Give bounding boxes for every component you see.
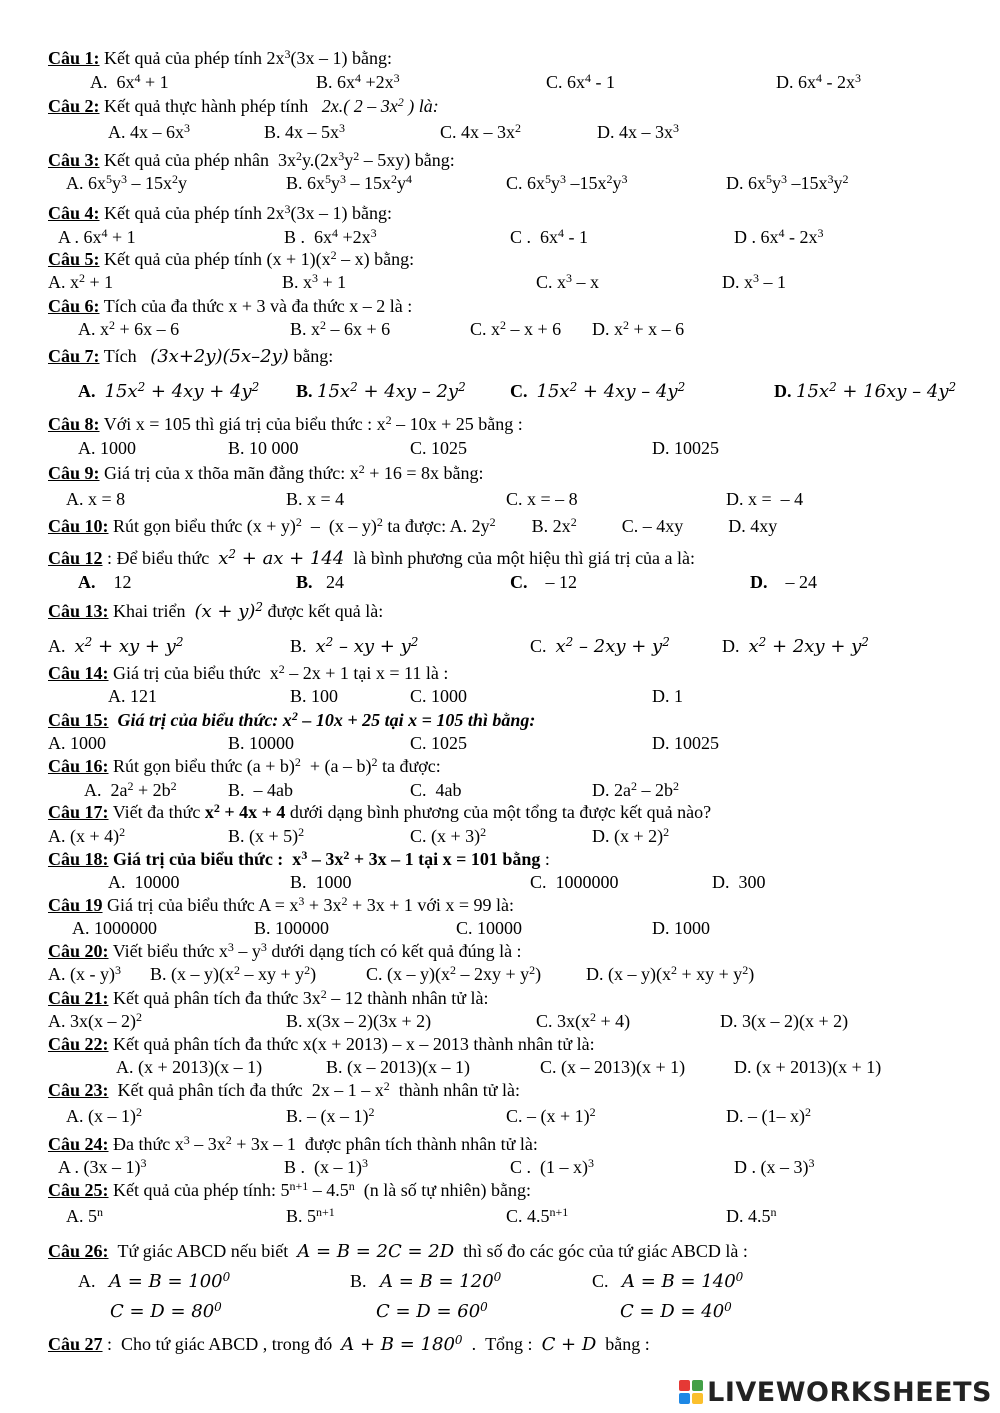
answer-row [0, 318, 980, 340]
answer-option: $C = D = 80^0$ [110, 1300, 222, 1322]
question-text: Với x = 105 thì giá trị của biểu thức : $x^2 - 10x + 25$ bằng : [99, 413, 523, 434]
question-label: Câu 25: [48, 1180, 109, 1200]
answer-row [0, 779, 980, 801]
question-text: Giá trị của biểu thức: $x^2 - 10x + 25$ tại x = 105 thì bằng: [117, 709, 536, 730]
answer-row [0, 172, 980, 194]
question-text: Tích (3x+2y)(5x–2y) bằng: [99, 346, 334, 367]
answer-row [0, 1300, 980, 1322]
answer-option: C. $(x + 3)^2$ [410, 825, 487, 846]
answer-option: D. $4x - 3x^3$ [597, 121, 679, 142]
question-label: Câu 13: [48, 601, 109, 621]
answer-row [0, 488, 980, 510]
answer-option: A. (x - y)$^3$ [48, 963, 121, 984]
answer-row [0, 437, 980, 459]
question-text: Tứ giác ABCD nếu biết A = B = 2C = 2D thì số đo các góc của tứ giác ABCD là : [108, 1241, 748, 1262]
answer-option: A. $15x^2 + 4xy + 4y^2$ [78, 380, 260, 402]
question-q23 [48, 1079, 980, 1101]
question-q14 [48, 662, 980, 684]
answer-option: C. $4x - 3x^2$ [440, 121, 522, 142]
answer-option: A. 1000 [78, 438, 136, 458]
question-label: Câu 10: [48, 516, 109, 536]
answer-option: B. $x^2 - 6x + 6$ [290, 318, 391, 339]
answer-option: B. $6x^5y^3 - 15x^2y^4$ [286, 172, 413, 193]
question-q6 [48, 295, 980, 317]
answer-row [0, 1105, 980, 1127]
answer-option: D. $(x + 2)^2$ [592, 825, 670, 846]
answer-option: B. $6x^4 +2x^3$ [316, 71, 400, 92]
answer-option: B. $(x + 5)^2$ [228, 825, 305, 846]
answer-option: C. $x^3$ – x [536, 271, 600, 292]
answer-row [0, 71, 980, 93]
question-label: Câu 9: [48, 463, 100, 483]
question-text: Kết quả của phép tính $2x^3(3x - 1)$ bằng: [99, 202, 392, 223]
question-label: Câu 21: [48, 988, 109, 1008]
answer-option: A. $6x^4 + 1$ [90, 71, 169, 92]
answer-row [0, 917, 980, 939]
answer-option: D. $2a^2 - 2b^2$ [592, 779, 679, 800]
answer-option: C. 1025 [410, 733, 468, 753]
answer-option: A. $x^2$ + xy + $y^2$ [48, 635, 184, 657]
question-q3 [48, 149, 980, 171]
answer-option: B. $(x - y)(x^2$ – xy + $y^2$) [150, 963, 317, 984]
question-q13 [48, 600, 980, 623]
question-q2 [48, 95, 980, 117]
answer-option: C. 1000 [410, 686, 468, 706]
answer-option: A. 1000000 [72, 918, 157, 938]
answer-option: D. 300 [712, 872, 766, 892]
answer-option: B. – 4ab [228, 780, 293, 800]
question-label: Câu 20: [48, 941, 109, 961]
answer-option: C. $3x(x^2 + 4)$ [536, 1010, 631, 1031]
answer-row [0, 271, 980, 293]
logo-mark-icon [679, 1380, 703, 1404]
question-q9 [48, 462, 980, 484]
answer-option: B. 100000 [254, 918, 330, 938]
answer-option: D. $6x^4 - 2x^3$ [776, 71, 861, 92]
answer-option: C. $A = B = 140^0$ [592, 1270, 744, 1292]
answer-option: A. $2a^2 + 2b^2$ [84, 779, 177, 800]
answer-option: $C = D = 60^0$ [376, 1300, 488, 1322]
question-text: Tích của đa thức x + 3 và đa thức x – 2 là : [99, 296, 413, 316]
answer-option: A. (x + 2013)(x – 1) [116, 1057, 263, 1077]
answer-option: A. 10000 [108, 872, 180, 892]
question-label: Câu 3: [48, 150, 100, 170]
answer-option: B. $x^2$ – xy + $y^2$ [290, 635, 419, 657]
question-label: Câu 14: [48, 663, 109, 683]
question-text: Rút gọn biểu thức $(a + b)^2 + (a - b)^2$ ta được: [108, 755, 441, 776]
question-q4 [48, 202, 980, 224]
answer-option: D. – (1– x)$^2$ [726, 1105, 811, 1126]
question-q1 [48, 47, 980, 69]
answer-option: A. (x – 1)$^2$ [66, 1105, 142, 1126]
answer-option: B. $15x^2 + 4xy - 2y^2$ [296, 380, 466, 402]
question-q24 [48, 1133, 980, 1155]
answer-option: D . (x – 3)$^3$ [734, 1156, 815, 1177]
logo-square-blue [679, 1393, 690, 1404]
answer-option: C. (x – 2013)(x + 1) [540, 1057, 686, 1077]
question-q25 [48, 1179, 980, 1201]
question-q12 [48, 547, 980, 570]
question-q26 [48, 1240, 980, 1263]
answer-option: B. $A = B = 120^0$ [350, 1270, 502, 1292]
question-label: Câu 17: [48, 802, 109, 822]
answer-row [0, 635, 980, 657]
answer-option: A. 1000 [48, 733, 106, 753]
answer-option: A. 121 [108, 686, 157, 706]
answer-option: B. x(3x – 2)(3x + 2) [286, 1011, 432, 1031]
answer-option: D. (x + 2013)(x + 1) [734, 1057, 882, 1077]
answer-option: B. $x^3 + 1$ [282, 271, 347, 292]
answer-option: C. $6x^4 - 1$ [546, 71, 616, 92]
answer-option: $C = D = 40^0$ [620, 1300, 732, 1322]
answer-row [0, 226, 980, 248]
answer-option: B. 1000 [290, 872, 352, 892]
question-q27 [48, 1333, 980, 1356]
question-q22 [48, 1033, 980, 1055]
answer-option: D. $6x^5y^3$ $-15x^3y^2$ [726, 172, 849, 193]
answer-option: B . $6x^4 +2x^3$ [284, 226, 377, 247]
answer-option: C. $(x - y)(x^2 - 2xy + y^2)$ [366, 963, 542, 984]
answer-row [0, 685, 980, 707]
answer-option: A. $(x + 4)^2$ [48, 825, 126, 846]
question-label: Câu 5: [48, 249, 100, 269]
question-q18 [48, 848, 980, 870]
question-text: Kết quả thực hành phép tính 2x.( $2 - 3x^2$ ) là: [99, 95, 439, 116]
answer-option: C. $4.5^{n+1}$ [506, 1205, 569, 1226]
question-label: Câu 2: [48, 96, 100, 116]
question-label: Câu 24: [48, 1134, 109, 1154]
question-text: Giá trị của biểu thức $A = x^3 + 3x^2 + 3x + 1$ với x = 99 là: [102, 894, 515, 915]
question-text: Rút gọn biểu thức $(x + y)^2 - (x - y)^2$ ta được: A. $2y^2$ B. $2x^2$ C. – 4xy D. 4xy [108, 515, 778, 536]
answer-option: C. $6x^5y^3$ $-15x^2y^3$ [506, 172, 628, 193]
answer-option: D. 1 [652, 686, 683, 706]
answer-option: D. $15x^2 + 16xy - 4y^2$ [774, 380, 957, 402]
answer-option: C. 4ab [410, 780, 462, 800]
answer-option: D. x = – 4 [726, 489, 804, 509]
logo-square-yellow [692, 1393, 703, 1404]
answer-option: A . (3x – 1)$^3$ [58, 1156, 147, 1177]
question-q8 [48, 413, 980, 435]
answer-option: C. $x^2 - 2xy + y^2$ [530, 635, 670, 657]
answer-option: D. 10025 [652, 733, 719, 753]
answer-row [0, 1056, 980, 1078]
question-text: Kết quả của phép tính $(x + 1)(x^2 - x)$ bằng: [99, 248, 415, 269]
answer-row [0, 1010, 980, 1032]
question-q17 [48, 801, 980, 823]
answer-option: C. – 12 [510, 572, 577, 592]
question-text: Giá trị của biểu thức : $x^3 - 3x^2 + 3x - 1$ tại x = 101 bằng : [113, 848, 550, 869]
answer-option: D. $(x - y)(x^2$ + xy + $y^2$) [586, 963, 755, 984]
answer-option: B. (x – 2013)(x – 1) [326, 1057, 470, 1077]
answer-option: C. 1000000 [530, 872, 619, 892]
question-text: Viết biểu thức $x^3 - y^3$ dưới dạng tích có kết quả đúng là : [108, 940, 522, 961]
question-label: Câu 18: [48, 849, 109, 869]
question-q19 [48, 894, 980, 916]
question-q7 [48, 345, 980, 368]
answer-option: B. $4x - 5x^3$ [264, 121, 346, 142]
answer-option: B. 10000 [228, 733, 295, 753]
question-text: Kết quả phân tích đa thức $2x - 1 - x^2$ thành nhân tử là: [108, 1079, 520, 1100]
answer-option: A. 3x(x – 2)$^2$ [48, 1010, 142, 1031]
answer-option: C . (1 – x)$^3$ [510, 1156, 594, 1177]
answer-option: B. – (x – 1)$^2$ [286, 1105, 375, 1126]
answer-row [0, 380, 980, 402]
answer-option: C. $x^2 - x + 6$ [470, 318, 562, 339]
answer-option: A. x = 8 [66, 489, 126, 509]
question-q16 [48, 755, 980, 777]
answer-option: C. x = – 8 [506, 489, 578, 509]
question-text: Khai triển $(x + y)^2$ được kết quả là: [108, 600, 384, 622]
question-text: Kết quả phân tích đa thức x(x + 2013) – x – 2013 thành nhân tử là: [108, 1034, 595, 1054]
answer-row [0, 571, 980, 593]
question-label: Câu 26: [48, 1241, 109, 1261]
answer-option: D. $x^2 + x - 6$ [592, 318, 685, 339]
answer-option: D. 4.5$^n$ [726, 1205, 777, 1226]
question-text: : Để biểu thức $x^2$ + ax + 144 là bình phương của một hiệu thì giá trị của a là: [102, 547, 696, 569]
answer-row [0, 121, 980, 143]
answer-row [0, 1205, 980, 1227]
answer-option: D. 3(x – 2)(x + 2) [720, 1011, 849, 1031]
question-label: Câu 16: [48, 756, 109, 776]
answer-option: C. 1025 [410, 438, 468, 458]
question-label: Câu 12 [48, 548, 103, 568]
question-label: Câu 22: [48, 1034, 109, 1054]
answer-option: D. $x^3 - 1$ [722, 271, 786, 292]
answer-option: A. $x^2 + 6x - 6$ [78, 318, 180, 339]
logo-square-red [679, 1380, 690, 1391]
question-label: Câu 7: [48, 346, 100, 366]
answer-option: B. 10 000 [228, 438, 299, 458]
question-text: Giá trị của biểu thức $x^2 - 2x + 1$ tại x = 11 là : [108, 662, 449, 683]
answer-option: A. $4x - 6x^3$ [108, 121, 190, 142]
answer-option: A. $A = B = 100^0$ [78, 1270, 231, 1292]
answer-row [0, 963, 980, 985]
logo-text: LIVEWORKSHEETS [707, 1376, 992, 1408]
answer-option: D. 1000 [652, 918, 710, 938]
answer-row [0, 1156, 980, 1178]
question-q21 [48, 987, 980, 1009]
answer-option: C. 10000 [456, 918, 523, 938]
answer-option: D. 10025 [652, 438, 719, 458]
question-label: Câu 27 [48, 1334, 103, 1354]
question-text: Kết quả của phép nhân $3x^2y.(2x^3y^2 - 5xy)$ bằng: [99, 149, 455, 170]
answer-option: A. 12 [78, 572, 132, 592]
answer-option: B . (x – 1)$^3$ [284, 1156, 368, 1177]
answer-option: A. 5$^n$ [66, 1205, 103, 1226]
question-q20 [48, 940, 980, 962]
question-q5 [48, 248, 980, 270]
question-text: : Cho tứ giác ABCD , trong đó $A + B = 180^0$ . Tổng : C + D bằng : [102, 1333, 650, 1355]
answer-option: B. 100 [290, 686, 339, 706]
answer-option: B. x = 4 [286, 489, 345, 509]
answer-option: D . $6x^4 - 2x^3$ [734, 226, 824, 247]
question-label: Câu 8: [48, 414, 100, 434]
answer-option: A. $x^2 + 1$ [48, 271, 114, 292]
question-text: Kết quả phân tích đa thức $3x^2 - 12$ thành nhân tử là: [108, 987, 489, 1008]
answer-option: C. $15x^2 + 4xy - 4y^2$ [510, 380, 686, 402]
question-text: Kết quả của phép tính: $5^{n+1} - 4.5^n$ (n là số tự nhiên) bằng: [108, 1179, 531, 1200]
question-label: Câu 6: [48, 296, 100, 316]
question-label: Câu 19 [48, 895, 103, 915]
question-label: Câu 4: [48, 203, 100, 223]
answer-option: D. – 24 [750, 572, 817, 592]
answer-option: B. $5^{n+1}$ [286, 1205, 335, 1226]
liveworksheets-logo [679, 1375, 992, 1409]
question-text: Viết đa thức $x^2 + 4x + 4$ dưới dạng bình phương của một tổng ta được kết quả nào? [108, 801, 712, 822]
answer-row [0, 871, 980, 893]
answer-row [0, 1270, 980, 1292]
answer-option: C . $6x^4 - 1$ [510, 226, 589, 247]
question-label: Câu 15: [48, 710, 109, 730]
question-text: Đa thức $x^3 - 3x^2 + 3x - 1$ được phân tích thành nhân tử là: [108, 1133, 538, 1154]
question-label: Câu 23: [48, 1080, 109, 1100]
answer-option: D. $x^2 + 2xy + y^2$ [722, 635, 869, 657]
question-text: Kết quả của phép tính $2x^3(3x - 1)$ bằng: [99, 47, 392, 68]
answer-row [0, 825, 980, 847]
answer-option: A . $6x^4 + 1$ [58, 226, 136, 247]
question-q15 [48, 709, 980, 731]
answer-option: B. 24 [296, 572, 345, 592]
answer-option: C. – $(x + 1)^2$ [506, 1105, 596, 1126]
answer-row [0, 732, 980, 754]
answer-option: A. $6x^5y^3 - 15x^2y$ [66, 172, 187, 193]
question-q10 [48, 515, 980, 537]
logo-square-green [692, 1380, 703, 1391]
question-label: Câu 1: [48, 48, 100, 68]
question-text: Giá trị của x thõa mãn đẳng thức: $x^2 + 16 = 8x$ bằng: [99, 462, 484, 483]
